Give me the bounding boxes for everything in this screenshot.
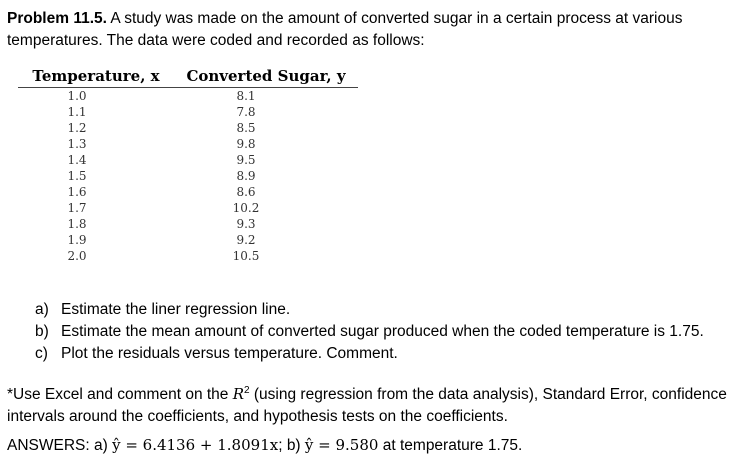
answers-line: ANSWERS: a) ŷ = 6.4136 + 1.8091x; b) ŷ = 9.580 at temperature 1.75. (7, 436, 523, 454)
table-row (18, 200, 358, 216)
answer-b-equation: ŷ = 9.580 (304, 436, 379, 454)
table-row (18, 216, 358, 232)
temperature-cell: 1.1 (67, 105, 87, 119)
table-header (18, 66, 358, 86)
temperature-cell: 1.3 (67, 137, 87, 151)
temperature-cell: 1.6 (67, 185, 87, 199)
table-row (18, 152, 358, 168)
header-converted-sugar: Converted Sugar, y (186, 67, 346, 85)
temperature-cell: 1.0 (67, 89, 87, 103)
sugar-cell: 8.9 (236, 169, 256, 183)
r-squared: R (232, 385, 245, 404)
answer-a-equation: ŷ = 6.4136 + 1.8091x (112, 436, 279, 454)
temperature-cell: 1.9 (67, 233, 87, 247)
table-row (18, 88, 358, 104)
table-row (18, 136, 358, 152)
temperature-cell: 1.4 (67, 153, 87, 167)
sugar-cell: 9.3 (236, 217, 256, 231)
problem-statement (7, 8, 729, 52)
sugar-cell: 8.6 (236, 185, 256, 199)
temperature-cell: 1.5 (67, 169, 87, 183)
header-temperature: Temperature, x (32, 67, 160, 85)
table-body (18, 88, 358, 264)
temperature-cell: 1.8 (67, 217, 87, 231)
sugar-cell: 10.5 (232, 249, 260, 263)
table-row (18, 168, 358, 184)
temperature-cell: 1.2 (67, 121, 87, 135)
data-table (18, 66, 358, 264)
table-row (18, 232, 358, 248)
sugar-cell: 9.2 (236, 233, 256, 247)
table-row (18, 184, 358, 200)
sugar-cell: 7.8 (236, 105, 256, 119)
sugar-cell: 10.2 (232, 201, 260, 215)
sugar-cell: 9.5 (236, 153, 256, 167)
temperature-cell: 2.0 (67, 249, 87, 263)
sugar-cell: 9.8 (236, 137, 256, 151)
table-row (18, 104, 358, 120)
question-b: b) Estimate the mean amount of converted sugar produced when the coded temperature is 1.75. (35, 323, 704, 340)
question-list (35, 299, 704, 365)
question-a: a) Estimate the liner regression line. (35, 301, 291, 318)
table-row (18, 248, 358, 264)
table-row (18, 120, 358, 136)
temperature-cell: 1.7 (67, 201, 87, 215)
sugar-cell: 8.5 (236, 121, 256, 135)
problem-title: Problem 11.5. (7, 10, 107, 27)
excel-note: *Use Excel and comment on the $R^2$ (using regression from the data analysis), Standard Error, confidence intervals around the coefficients, and hypothesis tests on the coefficients. (7, 385, 727, 426)
question-c: c) Plot the residuals versus temperature. Comment. (35, 345, 398, 362)
sugar-cell: 8.1 (236, 89, 256, 103)
problem-text: A study was made on the amount of converted sugar in a certain process at various temperatures. The data were coded and recorded as follows: (7, 10, 683, 49)
